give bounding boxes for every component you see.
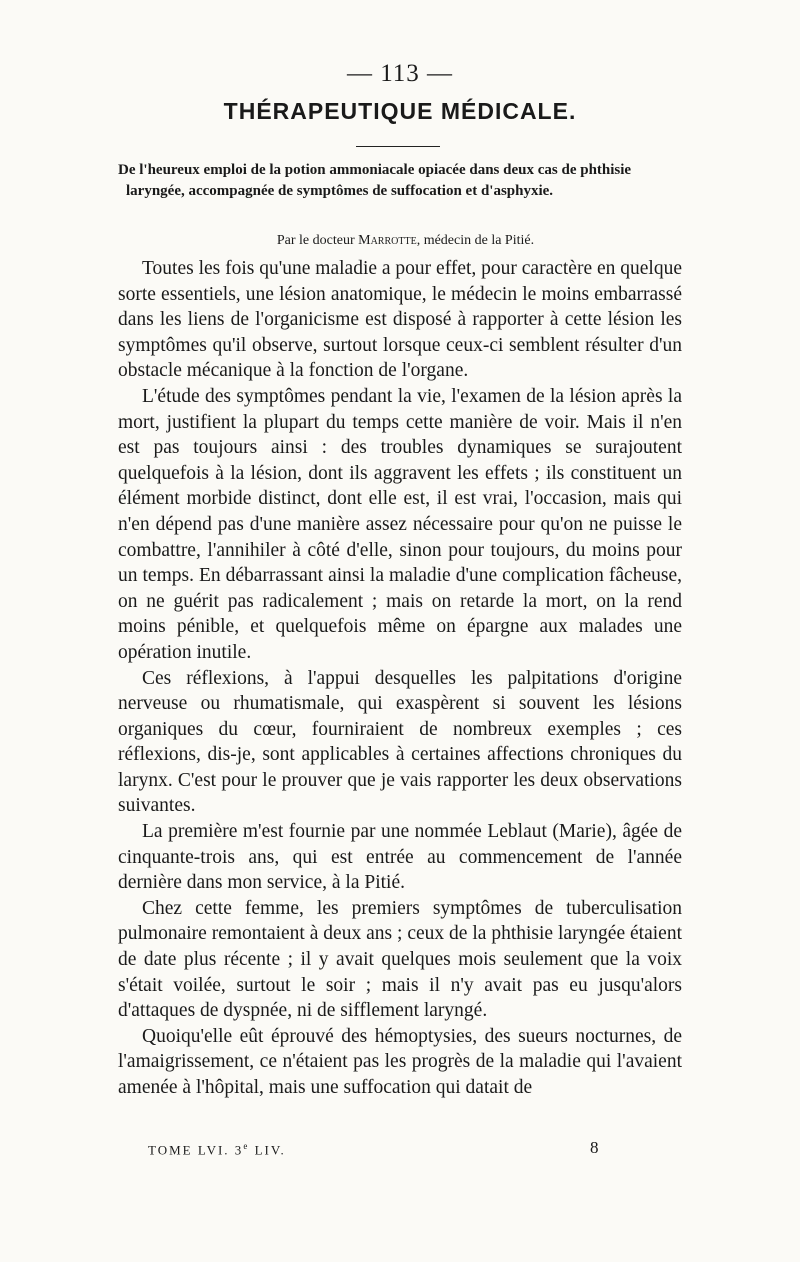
- paragraph: Chez cette femme, les premiers symptômes de tuberculisation pulmonaire remontaient à deux ans ; ceux de la phthisie laryngée étaient de date plus récente ; il y avait quelques mois seulement que la voix s'était voilée, surtout le soir ; mais il n'y avait pas eu jusqu'alors d'attaques de dyspnée, ni de sifflement laryngé.: [118, 897, 682, 1022]
- paragraph: La première m'est fournie par une nommée Leblaut (Marie), âgée de cinquante-trois ans, qui est entrée au commencement de l'année dernière dans mon service, à la Pitié.: [118, 821, 682, 894]
- author-prefix: Par le docteur: [276, 233, 355, 248]
- signature-prefix: TOME LVI. 3: [148, 1142, 244, 1158]
- author-line: [118, 233, 693, 249]
- author-suffix: , médecin de la Pitié.: [416, 233, 535, 248]
- article-title: De l'heureux emploi de la potion ammoniacale opiacée dans deux cas de phthisie laryngée, accompagnée de symptômes de suffocation et d'asphyxie.: [118, 162, 632, 199]
- title-divider: [356, 146, 440, 147]
- author-name: Marrotte: [358, 233, 417, 248]
- signature-suffix: LIV.: [249, 1142, 286, 1158]
- paragraph: L'étude des symptômes pendant la vie, l'examen de la lésion après la mort, justifient la plupart du temps cette manière de voir. Mais il n'en est pas toujours ainsi : des troubles dynamiques se surajoutent quelquefois à la lésion, dont ils aggravent les effets ; ils constituent un élément morbide distinct, dont elle est, il est vrai, l'occasion, mais qui n'en dépend pas d'une manière assez nécessaire pour qu'on ne puisse le combattre, l'annihiler à côté d'elle, sinon pour toujours, du moins pour un temps. En débarrassant ainsi la maladie d'une complication fâcheuse, on ne guérit pas radicalement ; mais on retarde la mort, on la rend moins pénible, et quelquefois même on épargne aux malades une opération inutile.: [118, 385, 682, 663]
- sheet-number: 8: [590, 1138, 599, 1157]
- paragraph: Toutes les fois qu'une maladie a pour effet, pour caractère en quelque sorte essentiels, une lésion anatomique, le médecin le moins embarrassé dans les liens de l'organicisme est disposé à rapporter à cette lésion les symptômes qu'il observe, surtout lorsque ceux-ci semblent résulter d'un obstacle mécanique à la fonction de l'organe.: [118, 258, 682, 382]
- paragraph: Ces réflexions, à l'appui desquelles les palpitations d'origine nerveuse ou rhumatismale, qui exaspèrent si souvent les lésions organiques du cœur, fourniraient de nombreux exemples ; ces réflexions, dis-je, sont applicables à certaines affections chroniques du larynx. C'est pour le prouver que je vais rapporter les deux observations suivantes.: [118, 667, 682, 817]
- paragraph: Quoiqu'elle eût éprouvé des hémoptysies, des sueurs nocturnes, de l'amaigrissement, ce n'étaient pas les progrès de la maladie qui l'avaient amenée à l'hôpital, mais une suffocation qui datait de: [118, 1025, 682, 1098]
- section-title: THÉRAPEUTIQUE MÉDICALE.: [223, 98, 577, 124]
- article-body: [118, 256, 682, 1101]
- page-number: — 113 —: [346, 60, 454, 87]
- signature-sup: e: [243, 1141, 250, 1151]
- signature-mark: [148, 1141, 286, 1158]
